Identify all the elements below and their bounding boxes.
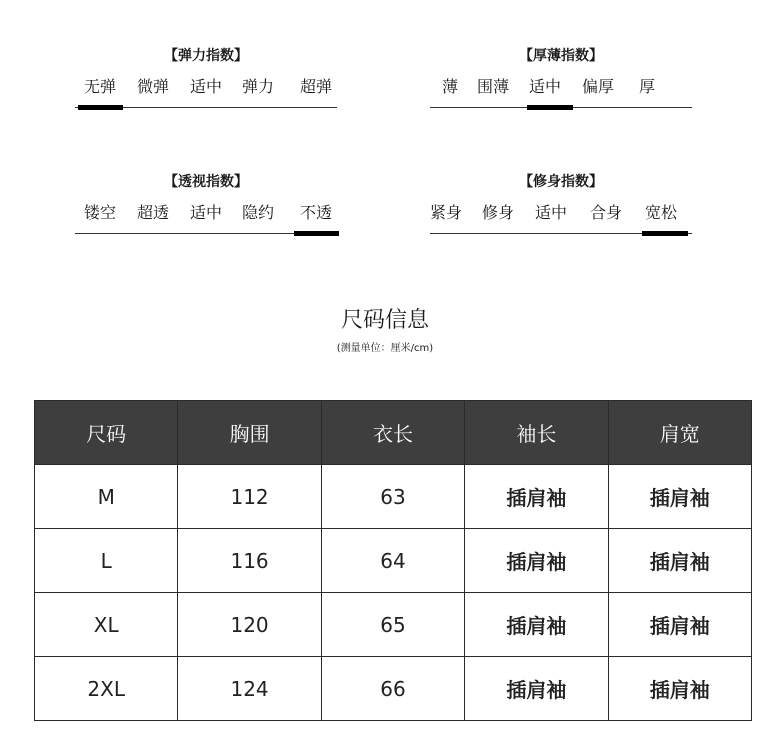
cell-shoulder: 插肩袖	[608, 529, 751, 593]
cell-size: M	[35, 465, 178, 529]
cell-chest: 124	[178, 657, 321, 721]
size-info-unit-note: (测量单位：厘米/cm)	[336, 343, 434, 354]
cell-sleeve: 插肩袖	[465, 657, 608, 721]
elasticity-index	[75, 46, 337, 102]
size-info-heading: 尺码信息	[340, 308, 429, 333]
thickness-option: 围薄	[477, 77, 510, 96]
fit-option: 宽松	[645, 203, 678, 222]
fit-option: 适中	[535, 203, 568, 222]
cell-sleeve: 插肩袖	[465, 529, 608, 593]
elasticity-option: 适中	[190, 77, 223, 96]
cell-length: 63	[321, 465, 464, 529]
cell-shoulder: 插肩袖	[608, 593, 751, 657]
transparency-option: 隐约	[242, 203, 275, 222]
fit-options	[430, 202, 692, 228]
cell-sleeve: 插肩袖	[465, 465, 608, 529]
size-table	[34, 400, 752, 721]
header-size: 尺码	[35, 401, 178, 465]
transparency-title: 【透视指数】	[164, 174, 248, 190]
cell-sleeve: 插肩袖	[465, 593, 608, 657]
fit-option: 修身	[482, 203, 515, 222]
elasticity-option: 微弹	[137, 77, 170, 96]
transparency-option: 不透	[300, 203, 333, 222]
thickness-title: 【厚薄指数】	[519, 48, 603, 64]
header-sleeve: 袖长	[465, 401, 608, 465]
header-chest: 胸围	[178, 401, 321, 465]
transparency-options	[75, 202, 337, 228]
cell-chest: 120	[178, 593, 321, 657]
cell-chest: 116	[178, 529, 321, 593]
cell-size: L	[35, 529, 178, 593]
thickness-option: 薄	[442, 77, 459, 96]
transparency-option: 适中	[190, 203, 223, 222]
thickness-selected-marker	[527, 105, 573, 110]
thickness-index	[430, 46, 692, 102]
elasticity-option: 超弹	[300, 77, 333, 96]
table-row	[35, 657, 752, 721]
transparency-index	[75, 172, 337, 228]
cell-length: 64	[321, 529, 464, 593]
transparency-selected-marker	[294, 231, 339, 236]
table-row	[35, 593, 752, 657]
elasticity-option: 无弹	[84, 77, 117, 96]
transparency-option: 超透	[137, 203, 170, 222]
thickness-option: 厚	[639, 77, 656, 96]
transparency-option: 镂空	[84, 203, 117, 222]
fit-option: 合身	[590, 203, 623, 222]
elasticity-options	[75, 76, 337, 102]
cell-chest: 112	[178, 465, 321, 529]
elasticity-selected-marker	[78, 105, 123, 110]
cell-size: XL	[35, 593, 178, 657]
size-table-header-row	[35, 401, 752, 465]
elasticity-option: 弹力	[242, 77, 275, 96]
fit-option: 紧身	[430, 203, 463, 222]
thickness-options	[430, 76, 692, 102]
cell-shoulder: 插肩袖	[608, 465, 751, 529]
fit-index	[430, 172, 692, 228]
table-row	[35, 529, 752, 593]
cell-length: 66	[321, 657, 464, 721]
header-shoulder: 肩宽	[608, 401, 751, 465]
fit-title: 【修身指数】	[519, 174, 603, 190]
fit-selected-marker	[642, 231, 688, 236]
elasticity-title: 【弹力指数】	[164, 48, 248, 64]
cell-shoulder: 插肩袖	[608, 657, 751, 721]
table-row	[35, 465, 752, 529]
cell-length: 65	[321, 593, 464, 657]
cell-size: 2XL	[35, 657, 178, 721]
thickness-option: 偏厚	[582, 77, 615, 96]
thickness-option: 适中	[529, 77, 562, 96]
header-length: 衣长	[321, 401, 464, 465]
